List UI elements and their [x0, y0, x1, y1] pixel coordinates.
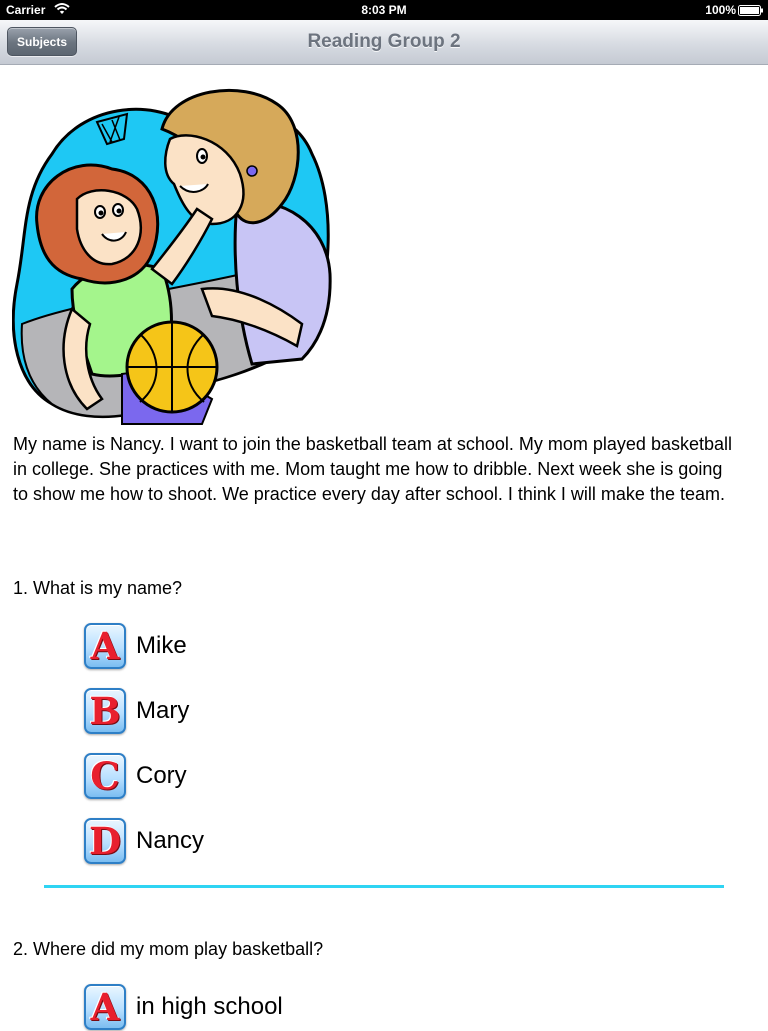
answer-1a[interactable] [84, 622, 187, 670]
answer-1b-text[interactable]: Mary [136, 697, 190, 724]
letter-a-icon[interactable] [84, 984, 126, 1030]
carrier-label: Carrier [6, 3, 46, 17]
battery-icon [738, 5, 764, 19]
answer-1d[interactable] [84, 817, 204, 865]
answer-1a-text[interactable]: Mike [136, 632, 187, 659]
letter-a-icon[interactable] [84, 623, 126, 669]
page-title: Reading Group 2 [307, 31, 461, 52]
question-2-prompt: 2. Where did my mom play basketball? [13, 939, 324, 959]
story-illustration [12, 84, 336, 426]
letter-b-icon[interactable] [84, 688, 126, 734]
question-1-prompt: 1. What is my name? [13, 578, 183, 598]
letter-c: C [90, 753, 120, 798]
status-bar [0, 0, 768, 20]
answer-2a-text[interactable]: in high school [136, 993, 283, 1020]
answer-1b[interactable] [84, 687, 189, 735]
subjects-back-button[interactable]: Subjects [7, 27, 77, 56]
navigation-bar [0, 20, 768, 65]
battery-percent: 100% [705, 3, 736, 17]
question-divider [44, 885, 724, 888]
answer-1c-text[interactable]: Cory [136, 762, 187, 789]
letter-d: D [88, 818, 122, 863]
letter-c-icon[interactable] [84, 753, 126, 799]
letter-b: B [89, 688, 121, 733]
story-text: My name is Nancy. I want to join the basketball team at school. My mom played basketball in college. She practices with me. Mom taught me how to dribble. Next week she is going to show me how to shoot. We practice every day after school. I think I will make the team. [13, 434, 732, 504]
answer-1d-text[interactable]: Nancy [136, 827, 205, 854]
letter-a: A [90, 623, 120, 668]
status-time: 8:03 PM [361, 3, 407, 17]
answer-1c[interactable] [84, 752, 187, 800]
letter-d-icon[interactable] [84, 818, 126, 864]
letter-a: A [90, 984, 120, 1029]
